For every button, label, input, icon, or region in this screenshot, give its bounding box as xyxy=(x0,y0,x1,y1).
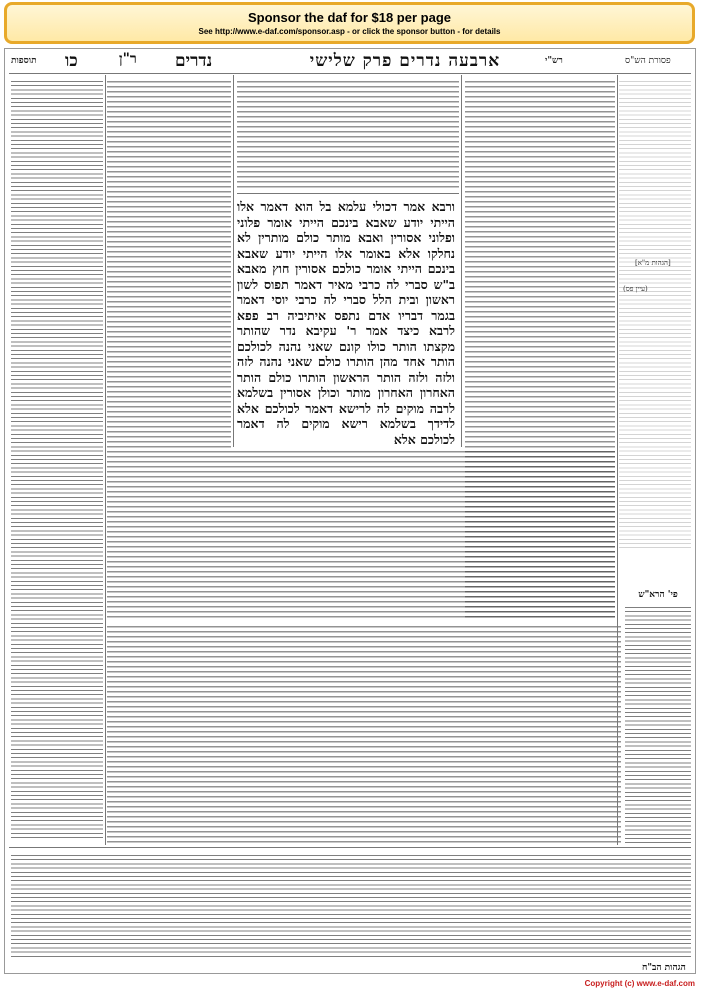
sponsor-banner-subtitle[interactable]: See http://www.e-daf.com/sponsor.asp - or click the sponsor button - for details xyxy=(198,27,501,36)
rosh-column xyxy=(625,605,691,845)
ran-commentary-upper xyxy=(237,79,459,189)
header-tosafot-label: תוספות xyxy=(11,56,37,66)
main-text-top-rule xyxy=(237,193,459,194)
talmud-page xyxy=(4,48,696,974)
copyright-link[interactable]: Copyright (c) www.e-daf.com xyxy=(584,979,695,988)
header-daf-number: כו xyxy=(65,51,78,71)
bottom-notes-block xyxy=(11,853,691,959)
column-divider xyxy=(233,75,234,447)
sponsor-banner[interactable] xyxy=(4,2,695,44)
header-rashi-label: רש"י xyxy=(545,56,563,66)
rosh-title: פי' הרא"ש xyxy=(638,590,678,600)
header-ran-label: ר"ן xyxy=(119,51,137,67)
column-divider xyxy=(105,75,106,845)
hagahot-bach-label: הגהות הב"ח xyxy=(642,963,686,973)
header-divider xyxy=(9,73,691,74)
commentary-wide-lower xyxy=(107,624,621,844)
header-tractate: נדרים xyxy=(175,51,213,71)
sponsor-banner-title[interactable]: Sponsor the daf for $18 per page xyxy=(248,10,451,25)
ran-commentary-column xyxy=(107,79,231,449)
masoret-column xyxy=(619,79,691,569)
commentary-wide-middle xyxy=(107,449,615,619)
header-chapter-title: ארבעה נדרים פרק שלישי xyxy=(309,51,501,71)
column-divider xyxy=(461,75,462,447)
bottom-divider xyxy=(9,847,691,848)
gemara-main-text: ורבא אמר דכולי עלמא בל הוא דאמר אלו הייתי יודע שאבא בינכם הייתי אומר פלוני ופלוני אסורין ואבא מותר כולם מותרין לא נחלקו אלא באומר אלו הייתי יודע שאבא בינכם הייתי אומר כולכם אסורין חוץ מאבא ב"ש סברי לה כרבי מאיר דאמר תפוס לשון ראשון ובית הלל סברי לה כרבי יוסי דאמר בגמר דבריו אדם נתפס איתיביה רב פפא לרבא כיצד אמר ר' עקיבא נדר שהותר מקצתו הותר כולו קונם שאני נהנה לכולכם הותר אחד מהן הותרו כולם שאני נהנה לזה ולזה ולזה הותר הראשון הותרו כולם הותר האחרון האחרון מותר וכולן אסורין בשלמא לרבה מוקים לה לרישא דאמר לכולכם אלא לדידך בשלמא רישא מוקים לה דאמר לכולכם אלא xyxy=(237,199,455,447)
column-divider xyxy=(617,75,618,845)
header-masoret-label: פסורת הש"ס xyxy=(625,56,671,66)
ein-mishpat-note: [הגהות מ"א] xyxy=(635,259,671,267)
tosafot-column xyxy=(11,79,103,839)
margin-note: (עיין פס) xyxy=(623,285,648,293)
